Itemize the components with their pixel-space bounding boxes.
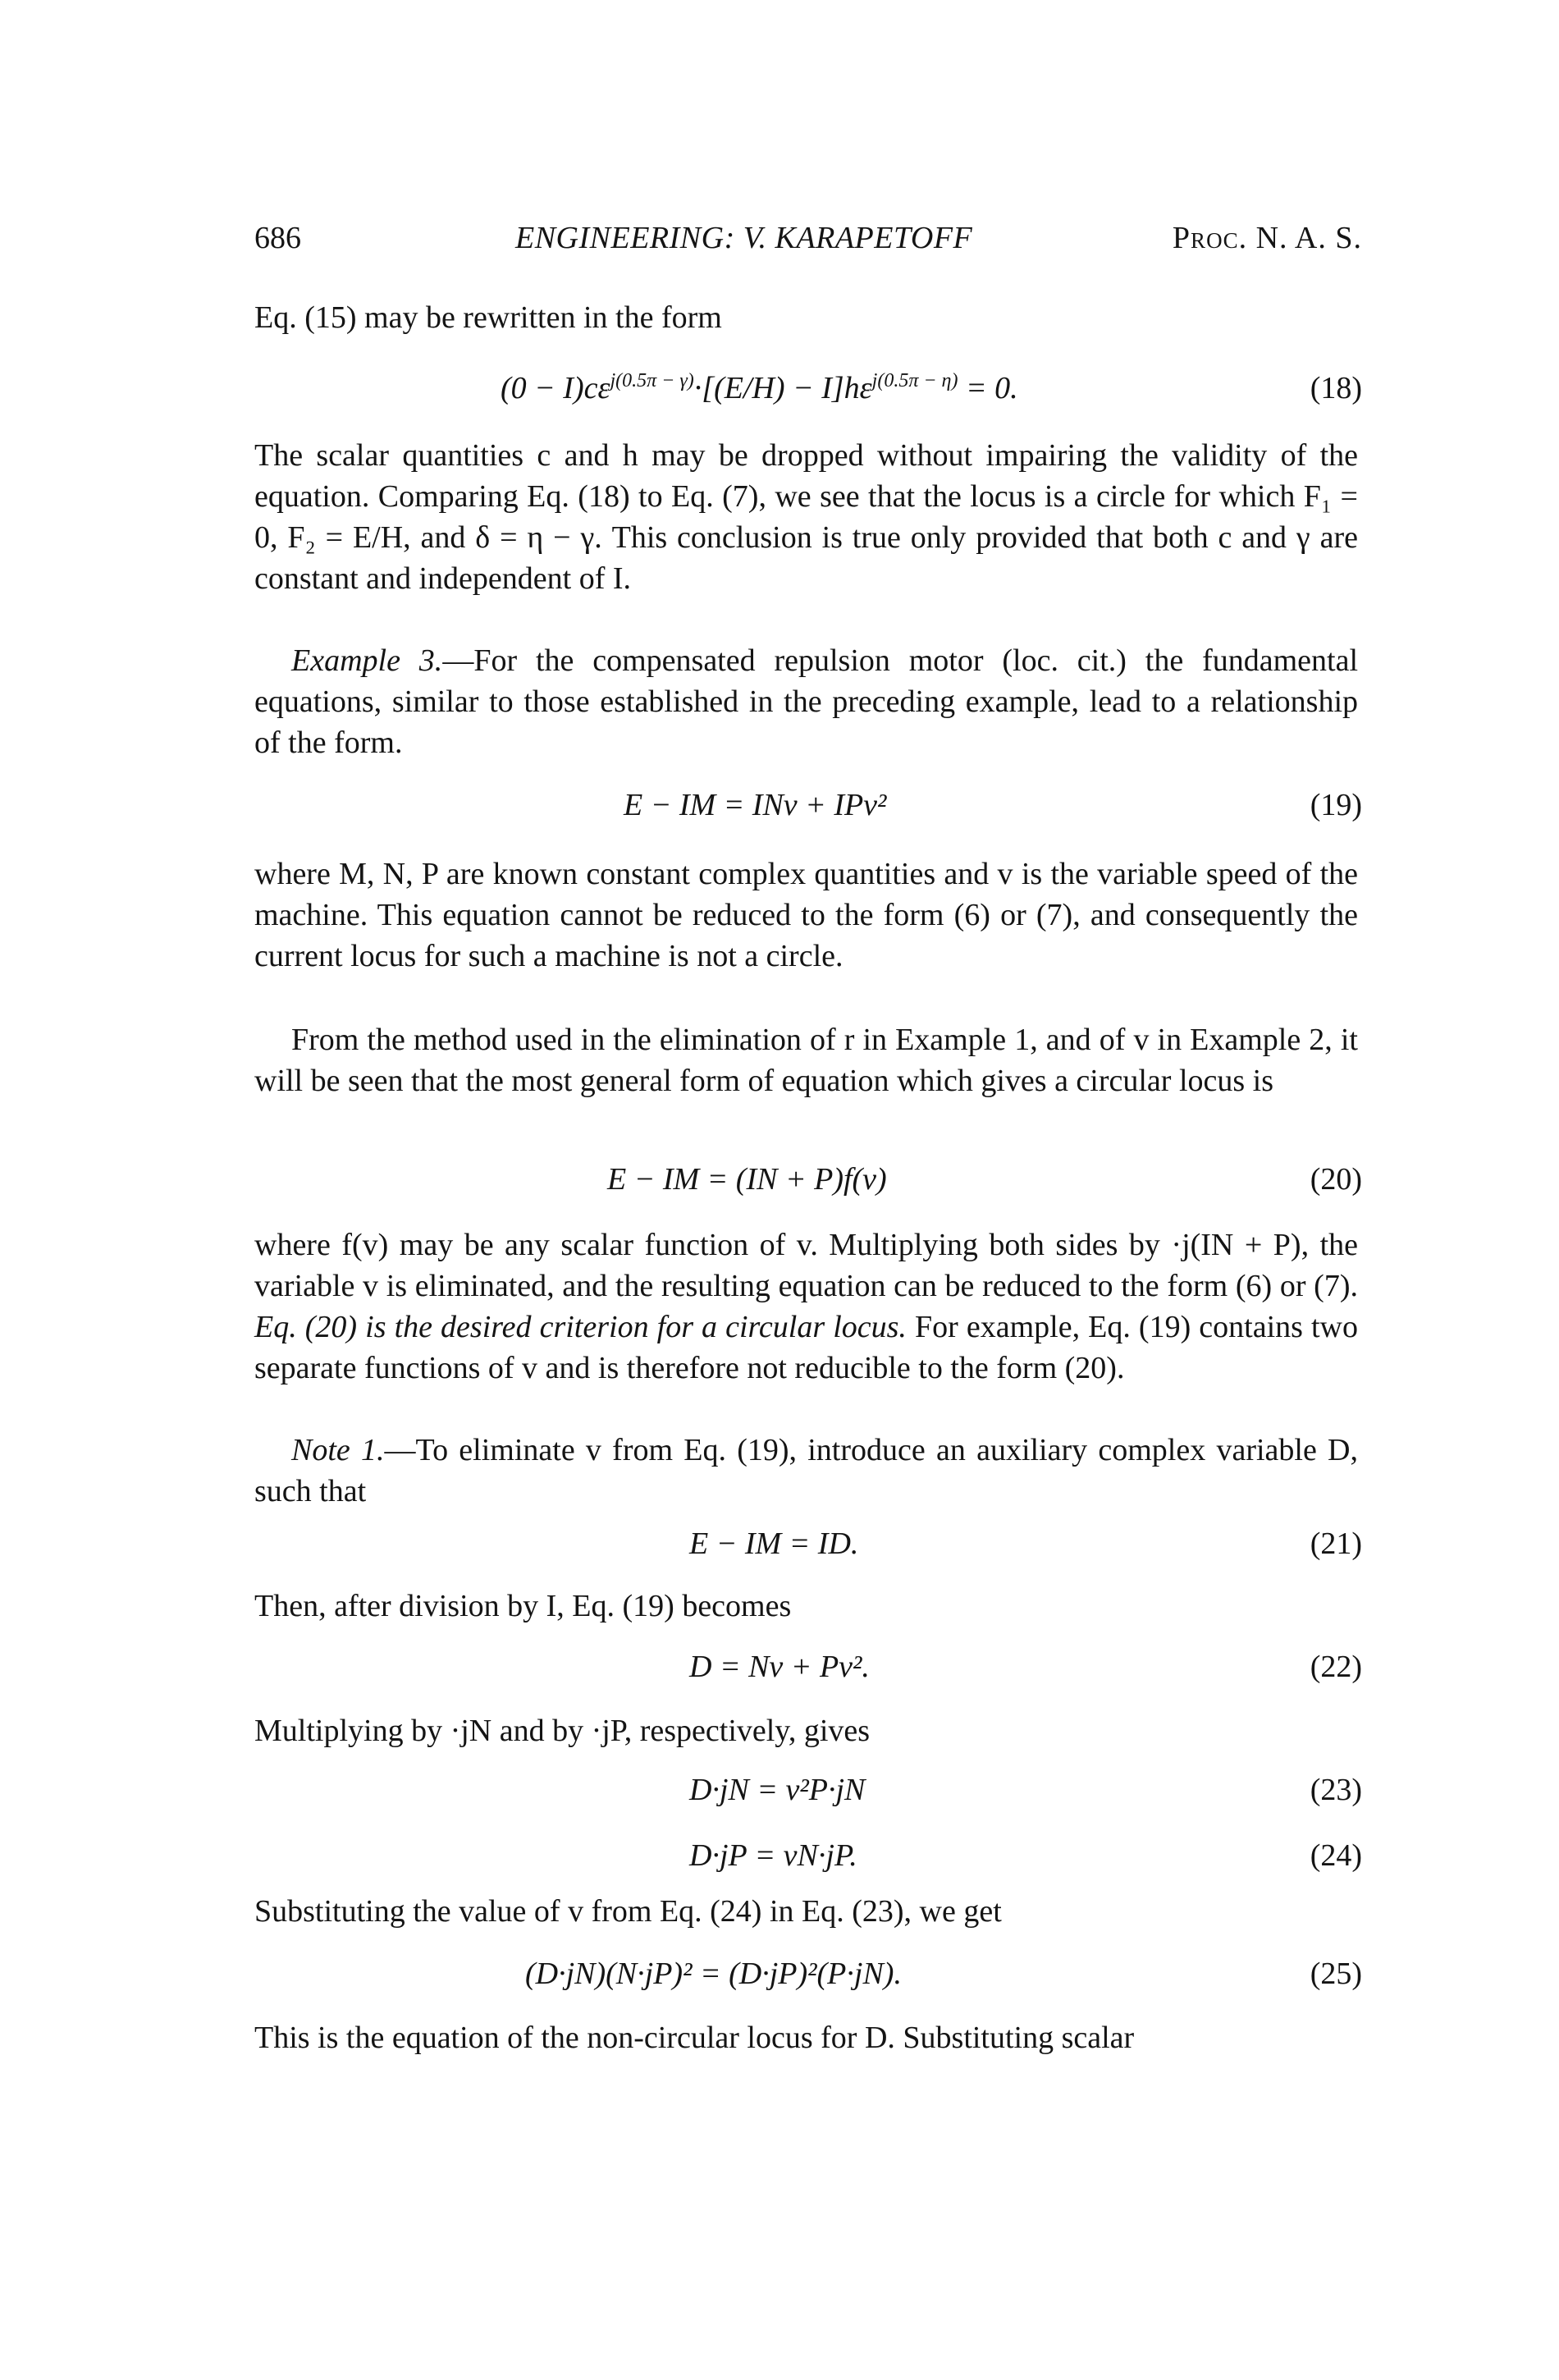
page-number: 686 xyxy=(254,221,301,255)
paragraph-note-1: Note 1.—To eliminate v from Eq. (19), introduce an auxiliary complex variable D, such that xyxy=(254,1433,1358,1508)
criterion-statement: Eq. (20) is the desired criterion for a circular locus. xyxy=(254,1310,907,1344)
equation-21: E − IM = ID. (21) xyxy=(254,1522,1362,1566)
equation-24-number: (24) xyxy=(1310,1838,1362,1873)
paragraph-then: Then, after division by I, Eq. (19) becomes xyxy=(254,1589,792,1623)
equation-19-number: (19) xyxy=(1310,788,1362,822)
equation-18-number: (18) xyxy=(1310,371,1362,405)
equation-24: D·jP = vN·jP. (24) xyxy=(254,1833,1362,1878)
page-header xyxy=(254,220,1362,263)
equation-23: D·jN = v²P·jN (23) xyxy=(254,1768,1362,1812)
equation-23-number: (23) xyxy=(1310,1773,1362,1807)
equation-21-number: (21) xyxy=(1310,1526,1362,1561)
equation-22: D = Nv + Pv². (22) xyxy=(254,1645,1362,1689)
paragraph-method: From the method used in the elimination of r in Example 1, and of v in Example 2, it will be seen that the most general form of equation which gives a circular locus is xyxy=(254,1023,1358,1098)
paragraph-where: where M, N, P are known constant complex quantities and v is the variable speed of the machine. This equation cannot be reduced to the form (6) or (7), and consequently the current locus for such a machine is not a circle. xyxy=(254,857,1358,973)
equation-18 xyxy=(254,366,1362,410)
example-3-label: Example 3. xyxy=(291,643,443,678)
equation-20-number: (20) xyxy=(1310,1162,1362,1197)
equation-19: E − IM = INv + IPv² (19) xyxy=(254,783,1362,827)
running-title: ENGINEERING: V. KARAPETOFF xyxy=(515,221,973,255)
paragraph-last: This is the equation of the non-circular locus for D. Substituting scalar xyxy=(254,2021,1135,2055)
equation-25-number: (25) xyxy=(1310,1957,1362,1991)
note-1-label: Note 1. xyxy=(291,1433,385,1467)
paragraph-substituting: Substituting the value of v from Eq. (24) in Eq. (23), we get xyxy=(254,1894,1002,1929)
paragraph-intro: Eq. (15) may be rewritten in the form xyxy=(254,300,722,335)
journal-name: Proc. N. A. S. xyxy=(1172,221,1362,255)
equation-22-number: (22) xyxy=(1310,1650,1362,1684)
paragraph-fv: where f(v) may be any scalar function of v. Multiplying both sides by ·j(IN + P), the variable v is eliminated, and the resulting equation can be reduced to the form (6) or (7). Eq. (20) is the desired criterion for a circular locus. For example, Eq. (19) contains two separate functions of v and is therefore not reducible to the form (20). xyxy=(254,1228,1358,1385)
equation-25: (D·jN)(N·jP)² = (D·jP)²(P·jN). (25) xyxy=(254,1952,1362,1996)
equation-20: E − IM = (IN + P)f(v) (20) xyxy=(254,1157,1362,1201)
paragraph-multiplying: Multiplying by ·jN and by ·jP, respectively, gives xyxy=(254,1714,871,1748)
equation-18-body: $(0 - I)c\varepsilon^{j(0.5\pi - \gamma)}\cdot[(E/H) - I]h\varepsilon^{j(0.5\pi - \eta)} = 0$. xyxy=(501,370,1018,405)
paragraph-scalar: The scalar quantities c and h may be dropped without impairing the validity of the equation. Comparing Eq. (18) to Eq. (7), we see that the locus is a circle for which F₁ = 0, F₂ = E/H, and δ = η − γ. This conclusion is true only provided that both c and γ are constant and independent of I. xyxy=(254,438,1358,596)
paragraph-example-3: Example 3.—For the compensated repulsion motor (loc. cit.) the fundamental equations, similar to those established in the preceding example, lead to a relationship of the form. xyxy=(254,643,1358,760)
